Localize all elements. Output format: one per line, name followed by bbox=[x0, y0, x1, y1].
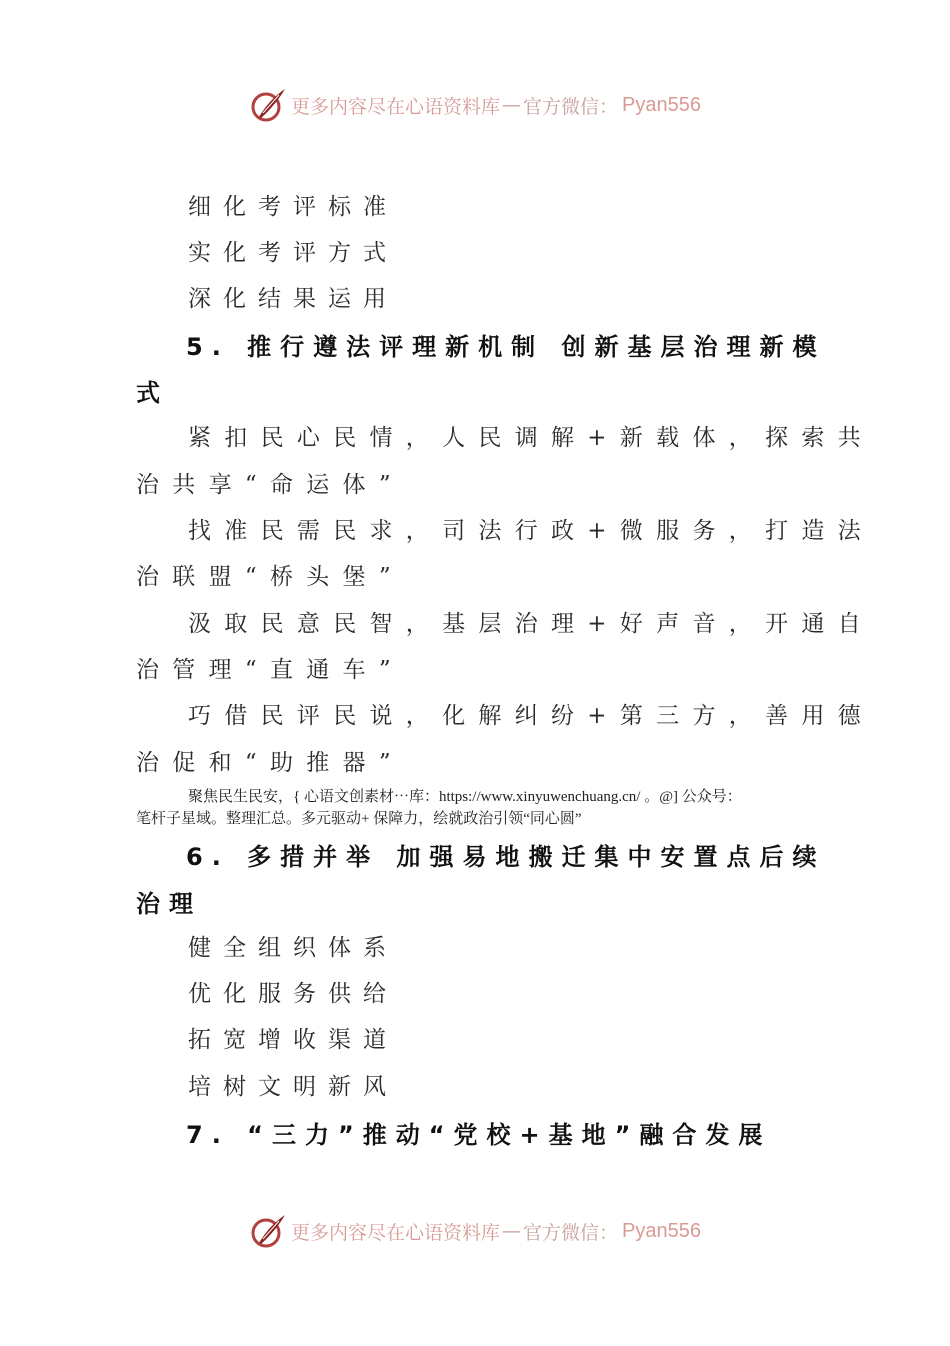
list-item: 深化结果运用 bbox=[188, 286, 398, 312]
list-item: 细化考评标准 bbox=[188, 194, 398, 220]
banner-title: 更多内容尽在心语资料库 bbox=[291, 95, 501, 118]
banner-title: 更多内容尽在心语资料库 bbox=[291, 1221, 501, 1244]
section-heading-6-cont: 治理 bbox=[136, 890, 202, 918]
footer-banner bbox=[0, 1206, 950, 1256]
banner-wechat-label: 官方微信： bbox=[523, 1221, 619, 1244]
section-heading-7: 7. “三力”推动“党校+基地”融合发展 bbox=[186, 1121, 772, 1149]
paragraph-line: 治管理“直通车” bbox=[136, 657, 404, 683]
section-heading-6: 6. 多措并举 加强易地搬迁集中安置点后续 bbox=[186, 843, 826, 871]
paragraph-line: 治共享“命运体” bbox=[136, 472, 404, 498]
list-item: 健全组织体系 bbox=[188, 935, 398, 961]
list-item: 拓宽增收渠道 bbox=[188, 1027, 398, 1053]
section-heading-5-cont: 式 bbox=[136, 379, 169, 407]
banner-separator: — bbox=[502, 94, 522, 116]
feather-pen-logo-icon bbox=[249, 1211, 289, 1251]
paragraph-line: 找准民需民求，司法行政+微服务，打造法 bbox=[188, 518, 874, 544]
banner-wechat-label: 官方微信： bbox=[523, 95, 619, 118]
watermark-note-line: 笔杆子星域。整理汇总。多元驱动+ 保障力，绘就政治引领“同心圆” bbox=[136, 811, 582, 827]
paragraph-line: 汲取民意民智，基层治理+好声音，开通自 bbox=[188, 611, 874, 637]
feather-pen-logo-icon bbox=[249, 85, 289, 125]
header-banner bbox=[0, 80, 950, 130]
banner-wechat-id: Pyan556 bbox=[622, 93, 701, 116]
watermark-note-line: 聚焦民生民安，{ 心语文创素材⋯库：https://www.xinyuwenchuang.cn/ 。@] 公众号： bbox=[188, 789, 742, 805]
banner-separator: — bbox=[502, 1220, 522, 1242]
section-heading-5: 5. 推行遵法评理新机制 创新基层治理新模 bbox=[186, 333, 826, 361]
banner-wechat-id: Pyan556 bbox=[622, 1219, 701, 1242]
paragraph-line: 巧借民评民说，化解纠纷+第三方，善用德 bbox=[188, 703, 874, 729]
list-item: 优化服务供给 bbox=[188, 981, 398, 1007]
list-item: 培树文明新风 bbox=[188, 1074, 398, 1100]
paragraph-line: 治促和“助推器” bbox=[136, 750, 404, 776]
paragraph-line: 紧扣民心民情，人民调解+新载体，探索共 bbox=[188, 425, 874, 451]
list-item: 实化考评方式 bbox=[188, 240, 398, 266]
paragraph-line: 治联盟“桥头堡” bbox=[136, 564, 404, 590]
